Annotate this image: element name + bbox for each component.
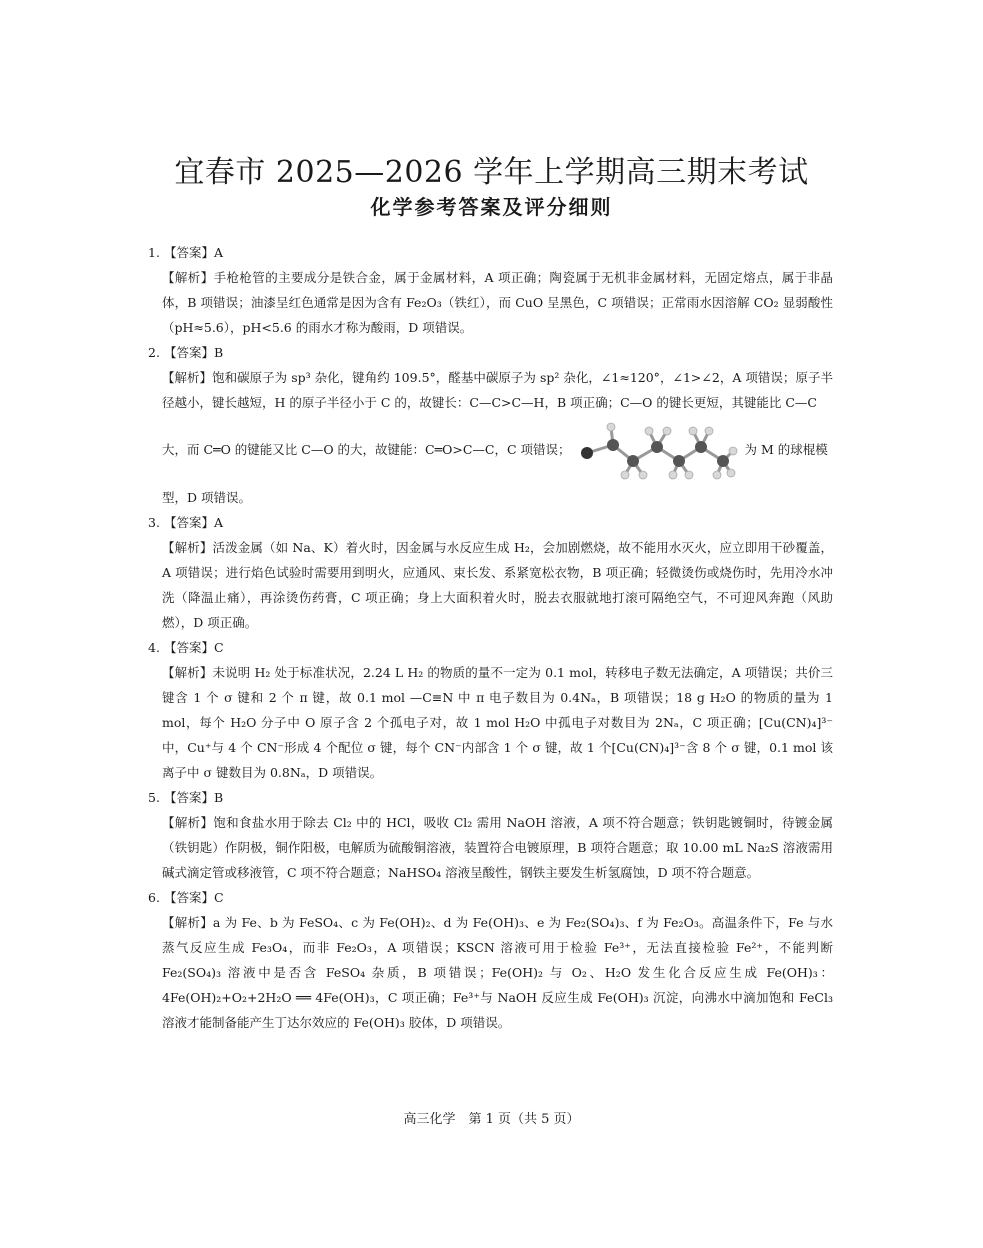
explanation: 【解析】活泼金属（如 Na、K）着火时，因金属与水反应生成 H₂，会加剧燃烧，故不能用水灭火，应立即用干砂覆盖，A 项错误；进行焰色试验时需要用到明火，应通风、束长发、系紧宽松衣物，B 项正确；轻微烫伤或烧伤时，先用冷水冲洗（降温止痛），再涂烫伤药膏，C 项正确；身上大面积着火时，脱去衣服就地打滚可隔绝空气，不可迎风奔跑（风助燃），D 项正确。	[162, 540, 833, 630]
question-4	[148, 635, 833, 785]
question-number: 2.	[148, 345, 160, 360]
explanation-part: 大，而 C═O 的键能又比 C—O 的大，故键能：C═O>C—C，C 项错误；	[162, 441, 571, 457]
question-number: 4.	[148, 640, 160, 655]
question-number: 6.	[148, 890, 160, 905]
answer-label: 【答案】A	[164, 515, 224, 530]
answer-label: 【答案】B	[164, 345, 224, 360]
explanation: 【解析】饱和食盐水用于除去 Cl₂ 中的 HCl，吸收 Cl₂ 需用 NaOH 溶液，A 项不符合题意；铁钥匙镀铜时，待镀金属（铁钥匙）作阴极，铜作阳极，电解质为硫酸铜溶液，装置符合电镀原理，B 项符合题意；取 10.00 mL Na₂S 溶液需用碱式滴定管或移液管，C 项不符合题意；NaHSO₄ 溶液呈酸性，钢铁主要发生析氢腐蚀，D 项不符合题意。	[162, 815, 833, 880]
page-footer: 高三化学 第 1 页（共 5 页）	[403, 1112, 580, 1127]
explanation: 【解析】饱和碳原子为 sp³ 杂化，键角约 109.5°，醛基中碳原子为 sp² 杂化，∠1≈120°，∠1>∠2，A 项错误；原子半径越小，键长越短，H 的原子半径小于 C 的，故键长：C—C>C—H，B 项正确；C—O 的键长更短，其键能比 C—C	[162, 370, 833, 410]
question-number: 3.	[148, 515, 160, 530]
explanation: 【解析】a 为 Fe、b 为 FeSO₄、c 为 Fe(OH)₂、d 为 Fe(OH)₃、e 为 Fe₂(SO₄)₃、f 为 Fe₂O₃。高温条件下，Fe 与水蒸气反应生成 Fe₃O₄，而非 Fe₂O₃，A 项错误；KSCN 溶液可用于检验 Fe³⁺，无法直接检验 Fe²⁺，不能判断 Fe₂(SO₄)₃ 溶液中是否含 FeSO₄ 杂质，B 项错误；Fe(OH)₂ 与 O₂、H₂O 发生化合反应生成 Fe(OH)₃：4Fe(OH)₂+O₂+2H₂O ══ 4Fe(OH)₃，C 项正确；Fe³⁺与 NaOH 反应生成 Fe(OH)₃ 沉淀，向沸水中滴加饱和 FeCl₃ 溶液才能制备能产生丁达尔效应的 Fe(OH)₃ 胶体，D 项错误。	[162, 915, 833, 1030]
ball-and-stick-model-image	[573, 417, 743, 481]
answer-label: 【答案】C	[164, 640, 224, 655]
answer-label: 【答案】A	[164, 245, 224, 260]
question-number: 1.	[148, 245, 160, 260]
question-2	[148, 340, 833, 510]
explanation: 【解析】未说明 H₂ 处于标准状况，2.24 L H₂ 的物质的量不一定为 0.1 mol，转移电子数无法确定，A 项错误；共价三键含 1 个 σ 键和 2 个 π 键，故 0.1 mol —C≡N 中 π 电子数目为 0.4Nₐ，B 项错误；18 g H₂O 的物质的量为 1 mol，每个 H₂O 分子中 O 原子含 2 个孤电子对，故 1 mol H₂O 中孤电子对数目为 2Nₐ，C 项正确；[Cu(CN)₄]³⁻ 中，Cu⁺与 4 个 CN⁻形成 4 个配位 σ 键，每个 CN⁻内部含 1 个 σ 键，故 1 个[Cu(CN)₄]³⁻含 8 个 σ 键，0.1 mol 该离子中 σ 键数目为 0.8Nₐ，D 项错误。	[162, 665, 833, 780]
explanation: 【解析】手枪枪管的主要成分是铁合金，属于金属材料，A 项正确；陶瓷属于无机非金属材料，无固定熔点，属于非晶体，B 项错误；油漆呈红色通常是因为含有 Fe₂O₃（铁红），而 CuO 呈黑色，C 项错误；正常雨水因溶解 CO₂ 显弱酸性（pH≈5.6），pH<5.6 的雨水才称为酸雨，D 项错误。	[162, 270, 833, 335]
question-5	[148, 785, 833, 885]
question-6	[148, 885, 833, 1035]
answer-label: 【答案】B	[164, 790, 224, 805]
answer-label: 【答案】C	[164, 890, 224, 905]
question-number: 5.	[148, 790, 160, 805]
question-3	[148, 510, 833, 635]
page-subtitle: 化学参考答案及评分细则	[370, 195, 613, 219]
answers-content	[148, 240, 833, 1035]
explanation-part: 为 M 的球棍模	[744, 441, 828, 457]
explanation: 型，D 项错误。	[162, 490, 251, 505]
molecule-line	[162, 417, 833, 481]
page-title: 宜春市 2025—2026 学年上学期高三期末考试	[174, 155, 809, 190]
question-1	[148, 240, 833, 340]
